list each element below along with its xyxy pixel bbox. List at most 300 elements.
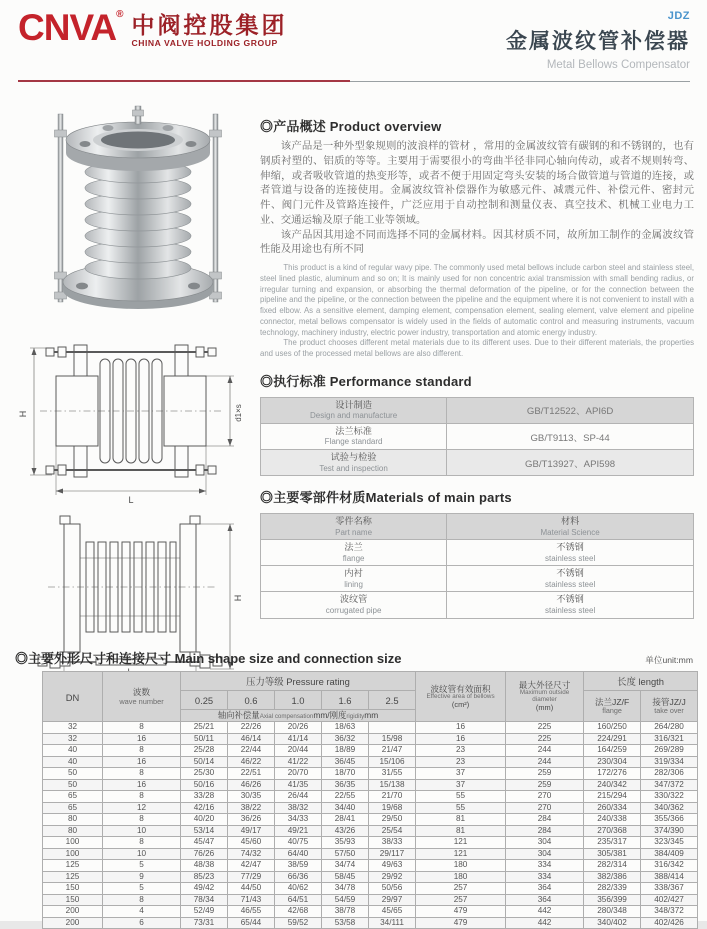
dimension-cell: 45/47 [181, 837, 228, 849]
standard-label-en: Flange standard [324, 437, 383, 447]
dimension-cell: 20/70 [275, 768, 322, 780]
dimension-cell: 442 [506, 917, 584, 929]
dimension-cell: 36/35 [322, 779, 369, 791]
dimension-cell: 81 [416, 814, 506, 826]
product-images-column [12, 100, 260, 691]
dimension-cell: 29/117 [369, 848, 416, 860]
dimension-cell: 8 [103, 745, 181, 757]
unit-label: 单位unit:mm [645, 655, 693, 665]
pressure-col-label: 1.6 [338, 695, 352, 706]
material-cn: 不锈钢 [556, 542, 584, 553]
dimension-cell: 49/63 [369, 860, 416, 872]
dimension-cell: 260/334 [584, 802, 641, 814]
part-name-header [261, 514, 447, 540]
area-label-cn: 波纹管有效面积 [430, 683, 491, 694]
dimension-cell: 28/41 [322, 814, 369, 826]
dimension-cell: 338/367 [641, 883, 698, 895]
dimension-cell: 65 [43, 802, 103, 814]
materials-table [260, 513, 694, 618]
standard-label-cn: 试验与检验 [330, 452, 377, 463]
dimension-cell: 46/55 [228, 906, 275, 918]
dimension-cell: 40/75 [275, 837, 322, 849]
part-name-en: flange [342, 553, 365, 563]
dimension-cell: 50/56 [369, 883, 416, 895]
dimension-cell: 180 [416, 860, 506, 872]
dimension-cell: 22/44 [228, 745, 275, 757]
dimension-row [43, 745, 698, 757]
dimension-cell: 244 [506, 745, 584, 757]
dimension-cell: 49/42 [181, 883, 228, 895]
divider-gray-segment [350, 81, 690, 83]
dimension-cell: 45/60 [228, 837, 275, 849]
dimension-cell: 5 [103, 860, 181, 872]
dimension-cell: 78/34 [181, 894, 228, 906]
dimension-cell: 23 [416, 745, 506, 757]
dimension-cell: 224/291 [584, 733, 641, 745]
dimension-cell: 36/26 [228, 814, 275, 826]
dimension-cell: 240/342 [584, 779, 641, 791]
material-cell [447, 566, 694, 592]
dimension-cell: 384/409 [641, 848, 698, 860]
dimension-row [43, 825, 698, 837]
dimension-cell: 479 [416, 906, 506, 918]
dimension-row [43, 779, 698, 791]
dimension-cell: 44/50 [228, 883, 275, 895]
dim-label-l: L [128, 495, 134, 505]
dimension-cell: 40/20 [181, 814, 228, 826]
dimension-cell: 85/23 [181, 871, 228, 883]
material-cell [447, 592, 694, 618]
dimension-cell: 38/33 [369, 837, 416, 849]
dimension-cell: 46/22 [228, 756, 275, 768]
dimension-row [43, 802, 698, 814]
area-unit: (cm²) [451, 699, 470, 709]
dimension-cell: 34/74 [322, 860, 369, 872]
dimension-cell: 18/89 [322, 745, 369, 757]
rigidity-cn: 刚度 [329, 710, 347, 720]
dimension-cell: 31/55 [369, 768, 416, 780]
axial-sep: mm/ [313, 710, 330, 720]
material-en: stainless steel [544, 579, 596, 589]
dimension-cell: 6 [103, 917, 181, 929]
dimension-cell: 81 [416, 825, 506, 837]
dimension-cell: 270 [506, 791, 584, 803]
dimension-cell: 319/334 [641, 756, 698, 768]
part-name-cell [261, 540, 447, 566]
logo-wordmark [18, 7, 123, 48]
dimension-cell: 125 [43, 871, 103, 883]
overview-paragraph-cn: 该产品是一种外型象规则的波浪样的管材 ，常用的金属波纹管有碳钢的和不锈钢的，也有钢质衬塑的、铝质的等等。主要用于需要很小的弯曲半径非同心轴向传动，或者不规则转弯、伸缩，或者吸收管道的热变形等，或者不便于用固定弯头安装的场合做管道与管道的连接，或者管道与设备的连接使用。金属波纹管补偿器作为敏感元件、减震元件、补偿元件、密封元件、阀门元件及管路连接件，广泛应用于自动控制和测量仪表、真空技术、机械工业电力工业、交通运输及原子能工业等领域。 [260, 141, 694, 226]
dimension-cell: 41/35 [275, 779, 322, 791]
dimension-cell: 25/21 [181, 722, 228, 734]
dimension-row [43, 814, 698, 826]
material-header [447, 514, 694, 540]
dimension-cell: 330/322 [641, 791, 698, 803]
dimensions-title-row [15, 648, 693, 667]
dimension-cell: 15/106 [369, 756, 416, 768]
dimension-row [43, 848, 698, 860]
material-header-cn: 材料 [560, 516, 580, 527]
part-name-cn: 法兰 [344, 542, 363, 553]
dimension-cell: 50 [43, 779, 103, 791]
dimension-cell: 22/51 [228, 768, 275, 780]
material-en: stainless steel [544, 553, 596, 563]
product-photo [38, 100, 260, 317]
dimension-cell: 257 [416, 883, 506, 895]
dimension-cell: 48/38 [181, 860, 228, 872]
dimension-cell: 65/44 [228, 917, 275, 929]
pressure-col-label: 0.25 [194, 695, 214, 706]
registered-mark: ® [116, 9, 123, 20]
dimension-cell: 29/92 [369, 871, 416, 883]
dimension-cell: 121 [416, 848, 506, 860]
dimension-row [43, 756, 698, 768]
material-en: stainless steel [544, 605, 596, 615]
dimension-cell: 304 [506, 848, 584, 860]
standards-section [260, 371, 694, 476]
pressure-col-header [181, 691, 228, 710]
dimension-cell: 19/68 [369, 802, 416, 814]
dimension-cell: 54/59 [322, 894, 369, 906]
part-name-cn: 波纹管 [339, 594, 368, 605]
dimension-cell: 80 [43, 814, 103, 826]
takeover-length-header [641, 691, 698, 722]
dimension-cell: 34/78 [322, 883, 369, 895]
company-name-en: CHINA VALVE HOLDING GROUP [131, 38, 278, 49]
dimension-cell: 50/14 [181, 756, 228, 768]
dimension-cell: 282/314 [584, 860, 641, 872]
bellows-compensator-photo [38, 100, 238, 312]
dimension-cell: 41/14 [275, 733, 322, 745]
diameter-label-cn: 最大外径尺寸 [518, 680, 571, 691]
table-row [261, 423, 694, 449]
dimension-cell: 64/51 [275, 894, 322, 906]
dimension-cell: 150 [43, 894, 103, 906]
dimension-cell: 25/28 [181, 745, 228, 757]
table-header-row [43, 672, 698, 691]
dimension-cell: 374/390 [641, 825, 698, 837]
dimensions-table [42, 671, 698, 929]
dimension-cell: 35/93 [322, 837, 369, 849]
dimension-cell: 10 [103, 825, 181, 837]
dim-label-h: H [18, 410, 28, 418]
dimension-cell: 36/45 [322, 756, 369, 768]
dimension-cell: 12 [103, 802, 181, 814]
dimension-cell: 30/35 [228, 791, 275, 803]
dimension-cell: 29/50 [369, 814, 416, 826]
table-row [261, 450, 694, 476]
dimensions-section [15, 648, 693, 929]
dimension-cell: 15/98 [369, 733, 416, 745]
dimension-cell: 164/259 [584, 745, 641, 757]
dimension-cell: 29/97 [369, 894, 416, 906]
standards-title: ◎执行标准 Performance standard [260, 373, 472, 389]
standard-label-cn: 法兰标准 [335, 425, 372, 436]
dimension-cell [369, 722, 416, 734]
dimension-cell: 16 [103, 779, 181, 791]
dimension-cell: 38/78 [322, 906, 369, 918]
wave-label-cn: 波数 [132, 687, 151, 698]
dimension-cell: 42/16 [181, 802, 228, 814]
standard-value: GB/T12522、API6D [526, 406, 614, 418]
dimension-cell: 55 [416, 791, 506, 803]
table-row [261, 592, 694, 618]
header-divider [18, 80, 690, 82]
length-header [584, 672, 698, 691]
diameter-unit: (mm) [535, 703, 554, 713]
dimension-cell: 42/47 [228, 860, 275, 872]
dimension-cell: 53/14 [181, 825, 228, 837]
dimension-cell: 150 [43, 883, 103, 895]
dimension-cell: 46/14 [228, 733, 275, 745]
dimension-cell: 355/366 [641, 814, 698, 826]
overview-paragraph-en: The product chooses different metal materials due to its different uses. Due to their different materials, the properties and uses of the processed metal bellows are also different. [260, 338, 694, 359]
dimension-cell: 100 [43, 848, 103, 860]
dim-label-d1s: d1×s [234, 404, 243, 422]
dimension-cell: 269/289 [641, 745, 698, 757]
dimension-cell: 36/32 [322, 733, 369, 745]
dimension-row [43, 917, 698, 929]
dimension-cell: 16 [103, 733, 181, 745]
dimension-cell: 46/26 [228, 779, 275, 791]
dimension-cell: 49/17 [228, 825, 275, 837]
dimension-cell: 402/427 [641, 894, 698, 906]
dimension-cell: 38/22 [228, 802, 275, 814]
dimension-cell: 121 [416, 837, 506, 849]
dimension-cell: 316/342 [641, 860, 698, 872]
dimension-cell: 10 [103, 848, 181, 860]
dimension-cell: 334 [506, 871, 584, 883]
table-row [261, 397, 694, 423]
materials-section [260, 487, 694, 618]
pressure-col-label: 2.5 [385, 695, 399, 706]
part-name-en: lining [344, 579, 363, 589]
dimension-cell: 282/339 [584, 883, 641, 895]
dimension-cell: 340/362 [641, 802, 698, 814]
standard-value-cell [447, 423, 694, 449]
dimension-cell: 41/22 [275, 756, 322, 768]
dimension-cell: 347/372 [641, 779, 698, 791]
dimension-cell: 18/70 [322, 768, 369, 780]
dimension-cell: 160/250 [584, 722, 641, 734]
dimension-cell: 259 [506, 779, 584, 791]
standard-value: GB/T9113、SP-44 [530, 432, 610, 444]
dimension-cell: 200 [43, 917, 103, 929]
dimension-cell: 8 [103, 837, 181, 849]
dimension-cell: 42/68 [275, 906, 322, 918]
part-name-cn: 内衬 [344, 568, 363, 579]
dimension-cell: 200 [43, 906, 103, 918]
flange-label-cn: 法兰JZ/F [594, 697, 630, 707]
dimension-cell: 58/45 [322, 871, 369, 883]
axial-cn: 轴向补偿量 [217, 710, 260, 720]
dimension-cell: 21/70 [369, 791, 416, 803]
dimension-cell: 348/372 [641, 906, 698, 918]
pressure-col-label: 1.0 [291, 695, 305, 706]
part-name-cell [261, 566, 447, 592]
dim-label-h2: H [233, 594, 243, 602]
flange-label-en: flange [602, 706, 622, 716]
dimension-row [43, 733, 698, 745]
dimension-cell: 244 [506, 756, 584, 768]
max-diameter-header [506, 672, 584, 722]
pressure-col-header [275, 691, 322, 710]
dimension-cell: 32 [43, 733, 103, 745]
dimension-cell: 50/11 [181, 733, 228, 745]
materials-title: ◎主要零部件材质Materials of main parts [260, 490, 512, 506]
dimension-cell: 172/276 [584, 768, 641, 780]
dimension-cell: 38/32 [275, 802, 322, 814]
standard-label-en: Test and inspection [319, 463, 388, 473]
dimension-cell: 215/294 [584, 791, 641, 803]
dimension-row [43, 791, 698, 803]
dimension-cell: 65 [43, 791, 103, 803]
dimension-cell: 280/348 [584, 906, 641, 918]
dimension-cell: 388/414 [641, 871, 698, 883]
dimension-cell: 37 [416, 768, 506, 780]
dimension-cell: 32 [43, 722, 103, 734]
dimension-cell: 25/30 [181, 768, 228, 780]
dimension-cell: 305/381 [584, 848, 641, 860]
standard-value-cell [447, 397, 694, 423]
dimension-cell: 8 [103, 894, 181, 906]
pressure-col-header [228, 691, 275, 710]
dimension-cell: 240/338 [584, 814, 641, 826]
dimension-cell: 270/368 [584, 825, 641, 837]
dimension-cell: 34/111 [369, 917, 416, 929]
table-header-row [261, 514, 694, 540]
dimension-cell: 364 [506, 883, 584, 895]
dimension-cell: 9 [103, 871, 181, 883]
dimension-cell: 25/54 [369, 825, 416, 837]
model-code: JDZ [667, 10, 690, 22]
part-name-header-en: Part name [335, 527, 373, 537]
dimension-cell: 53/58 [322, 917, 369, 929]
dimension-cell: 52/49 [181, 906, 228, 918]
dimension-cell: 80 [43, 825, 103, 837]
part-name-cell [261, 592, 447, 618]
dimension-cell: 38/59 [275, 860, 322, 872]
dimension-cell: 100 [43, 837, 103, 849]
area-label-en: Effective area of bellows [426, 692, 495, 700]
dimension-cell: 257 [416, 894, 506, 906]
product-title-cn: 金属波纹管补偿器 [506, 30, 690, 53]
dimension-cell: 284 [506, 814, 584, 826]
dimension-cell: 235/317 [584, 837, 641, 849]
dimension-cell: 50/16 [181, 779, 228, 791]
dimension-cell: 15/138 [369, 779, 416, 791]
company-name-cn: 中阀控股集团 [131, 12, 288, 38]
dimension-cell: 59/52 [275, 917, 322, 929]
content-column [260, 116, 694, 619]
dimension-cell: 356/399 [584, 894, 641, 906]
dimension-cell: 34/33 [275, 814, 322, 826]
dn-label: DN [65, 691, 80, 703]
dimensions-table-body [43, 722, 698, 929]
effective-area-header [416, 672, 506, 722]
standard-value-cell [447, 450, 694, 476]
dimension-cell: 225 [506, 722, 584, 734]
dimension-cell: 45/65 [369, 906, 416, 918]
dimension-cell: 264/280 [641, 722, 698, 734]
dimension-cell: 180 [416, 871, 506, 883]
pressure-col-header [369, 691, 416, 710]
dimension-cell: 364 [506, 894, 584, 906]
dimension-cell: 74/32 [228, 848, 275, 860]
standard-label-cn: 设计制造 [335, 399, 372, 410]
dimension-cell: 16 [416, 722, 506, 734]
pressure-rating-header [181, 672, 416, 691]
dimension-row [43, 722, 698, 734]
company-name-block [131, 10, 287, 48]
dimension-row [43, 883, 698, 895]
dimension-cell: 18/63 [322, 722, 369, 734]
table-row [261, 566, 694, 592]
dn-header [43, 672, 103, 722]
dimension-row [43, 860, 698, 872]
axial-unit: mm [364, 710, 379, 720]
pressure-col-label: 0.6 [244, 695, 258, 706]
standard-label-cell [261, 450, 447, 476]
dimension-cell: 479 [416, 917, 506, 929]
rigidity-en: rigidity [346, 713, 365, 720]
dimension-row [43, 871, 698, 883]
axial-compensation-note [181, 710, 416, 722]
dimension-cell: 26/44 [275, 791, 322, 803]
diameter-label-en: Maximum outside diameter [519, 689, 570, 704]
dimension-cell: 73/31 [181, 917, 228, 929]
page-header [18, 7, 690, 78]
dimension-cell: 282/306 [641, 768, 698, 780]
dimension-cell: 71/43 [228, 894, 275, 906]
dimension-row [43, 768, 698, 780]
dimension-cell: 340/402 [584, 917, 641, 929]
part-name-en: corrugated pipe [325, 605, 382, 615]
standard-label-en: Design and manufacture [310, 411, 398, 421]
dimension-cell: 43/26 [322, 825, 369, 837]
standard-label-cell [261, 423, 447, 449]
dimension-cell: 8 [103, 722, 181, 734]
dimension-cell: 442 [506, 906, 584, 918]
dimension-cell: 57/50 [322, 848, 369, 860]
dimension-cell: 34/40 [322, 802, 369, 814]
table-row [261, 540, 694, 566]
dimension-cell: 16 [416, 733, 506, 745]
dimension-cell: 125 [43, 860, 103, 872]
product-title-block [506, 10, 690, 71]
dimensions-title: ◎主要外形尺寸和连接尺寸 Main shape size and connection size [15, 651, 402, 666]
dimension-cell: 402/426 [641, 917, 698, 929]
dimension-cell: 382/386 [584, 871, 641, 883]
dimension-cell: 23 [416, 756, 506, 768]
logo-text: CNVA [18, 7, 117, 48]
standard-label-cell [261, 397, 447, 423]
dimension-cell: 316/321 [641, 733, 698, 745]
dimension-cell: 22/26 [228, 722, 275, 734]
dimension-cell: 40 [43, 756, 103, 768]
dimension-cell: 16 [103, 756, 181, 768]
dimension-row [43, 894, 698, 906]
dimension-cell: 50 [43, 768, 103, 780]
dimension-cell: 8 [103, 791, 181, 803]
material-cn: 不锈钢 [556, 594, 584, 605]
standard-value: GB/T13927、API598 [525, 458, 616, 470]
pressure-title: 压力等级 Pressure rating [246, 676, 350, 687]
dimension-cell: 230/304 [584, 756, 641, 768]
dimension-cell: 76/26 [181, 848, 228, 860]
dimension-cell: 323/345 [641, 837, 698, 849]
pressure-col-header [322, 691, 369, 710]
